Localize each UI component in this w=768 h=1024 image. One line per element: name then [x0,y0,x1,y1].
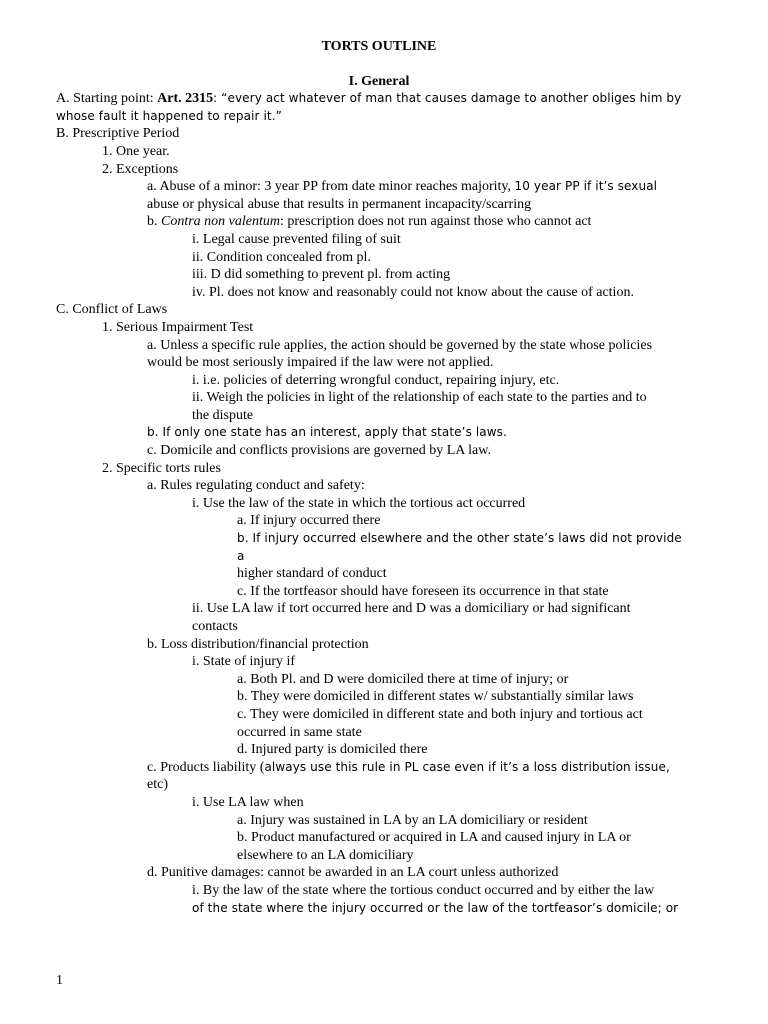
page-number: 1 [56,973,63,988]
outline-line-continued: higher standard of conduct [237,566,387,582]
outline-line: a. If injury occurred there [237,513,381,529]
outline-line: i. State of injury if [192,654,296,670]
outline-line-continued: contacts [192,619,238,634]
article-reference: Art. 2315 [157,91,214,107]
outline-line: c. If the tortfeasor should have foreseen its occurrence in that state [237,583,609,599]
outline-line: i. By the law of the state where the tortious conduct occurred and by either the law [192,882,655,898]
outline-line: 1. Serious Impairment Test [102,319,254,335]
outline-line: i. Use the law of the state in which the tortious act occurred [192,495,526,511]
outline-line: ii. Condition concealed from pl. [192,249,371,265]
outline-line: i. i.e. policies of deterring wrongful conduct, repairing injury, etc. [192,372,560,388]
outline-line: a. Unless a specific rule applies, the action should be governed by the state whose policies [147,337,653,353]
outline-line-continued: etc) [147,777,168,793]
latin-term: Contra non valentum [161,214,280,230]
outline-line-continued: the dispute [192,407,254,423]
outline-line: b. They were domiciled in different states w/ substantially similar laws [237,689,634,705]
outline-line-continued: of the state where the injury occurred or the law of the tortfeasor’s domicile; or [192,900,679,915]
outline-line: b. Product manufactured or acquired in LA and caused injury in LA or [237,830,631,846]
outline-line: ii. Weigh the policies in light of the relationship of each state to the parties and to [192,390,647,406]
outline-line: 2. Exceptions [102,161,179,177]
outline-line: b. Contra non valentum: prescription does not run against those who cannot act [147,214,592,230]
outline-line: d. Injured party is domiciled there [237,742,428,758]
point-c-heading: C. Conflict of Laws [56,302,168,318]
outline-line-continued: would be most seriously impaired if the law were not applied. [147,355,494,371]
outline-line: b. If injury occurred elsewhere and the other state’s laws did not provide a [237,531,682,563]
outline-line: c. Products liability (always use this rule in PL case even if it’s a loss distribution issue, [147,759,670,775]
outline-line: d. Punitive damages: cannot be awarded in an LA court unless authorized [147,865,559,881]
outline-line: b. If only one state has an interest, apply that state’s laws. [147,425,507,440]
outline-line: i. Legal cause prevented filing of suit [192,231,401,247]
outline-line: a. Rules regulating conduct and safety: [147,478,365,494]
outline-line: c. Domicile and conflicts provisions are governed by LA law. [147,443,491,459]
outline-line-continued: abuse or physical abuse that results in permanent incapacity/scarring [147,196,532,212]
outline-line: iii. D did something to prevent pl. from acting [192,267,451,283]
outline-line: a. Abuse of a minor: 3 year PP from date minor reaches majority, 10 year PP if it’s sexual [147,179,658,195]
outline-line: a. Both Pl. and D were domiciled there at time of injury; or [237,671,569,687]
outline-line-continued: elsewhere to an LA domiciliary [237,847,414,863]
outline-line: 2. Specific torts rules [102,460,221,476]
point-b-heading: B. Prescriptive Period [56,126,180,142]
outline-line: i. Use LA law when [192,794,304,810]
document-title: TORTS OUTLINE [321,39,437,54]
outline-line: c. They were domiciled in different state and both injury and tortious act [237,706,643,722]
outline-line: 1. One year. [102,143,170,159]
outline-line: iv. Pl. does not know and reasonably could not know about the cause of action. [192,284,634,300]
section-heading-general: I. General [348,73,410,89]
point-a-starting-point: A. Starting point: Art. 2315: “every act whatever of man that causes damage to another obliges him by whose fault it happened to repair it.” [56,91,682,123]
outline-line: a. Injury was sustained in LA by an LA domiciliary or resident [237,812,588,828]
document-page [56,38,692,917]
article-quote: : “every act whatever of man that causes damage to another obliges him by whose fault it happened to repair it.” [56,91,682,123]
outline-line: ii. Use LA law if tort occurred here and D was a domiciliary or had significant [192,601,631,617]
outline-line: b. Loss distribution/financial protection [147,636,369,652]
outline-line-continued: occurred in same state [237,724,362,740]
